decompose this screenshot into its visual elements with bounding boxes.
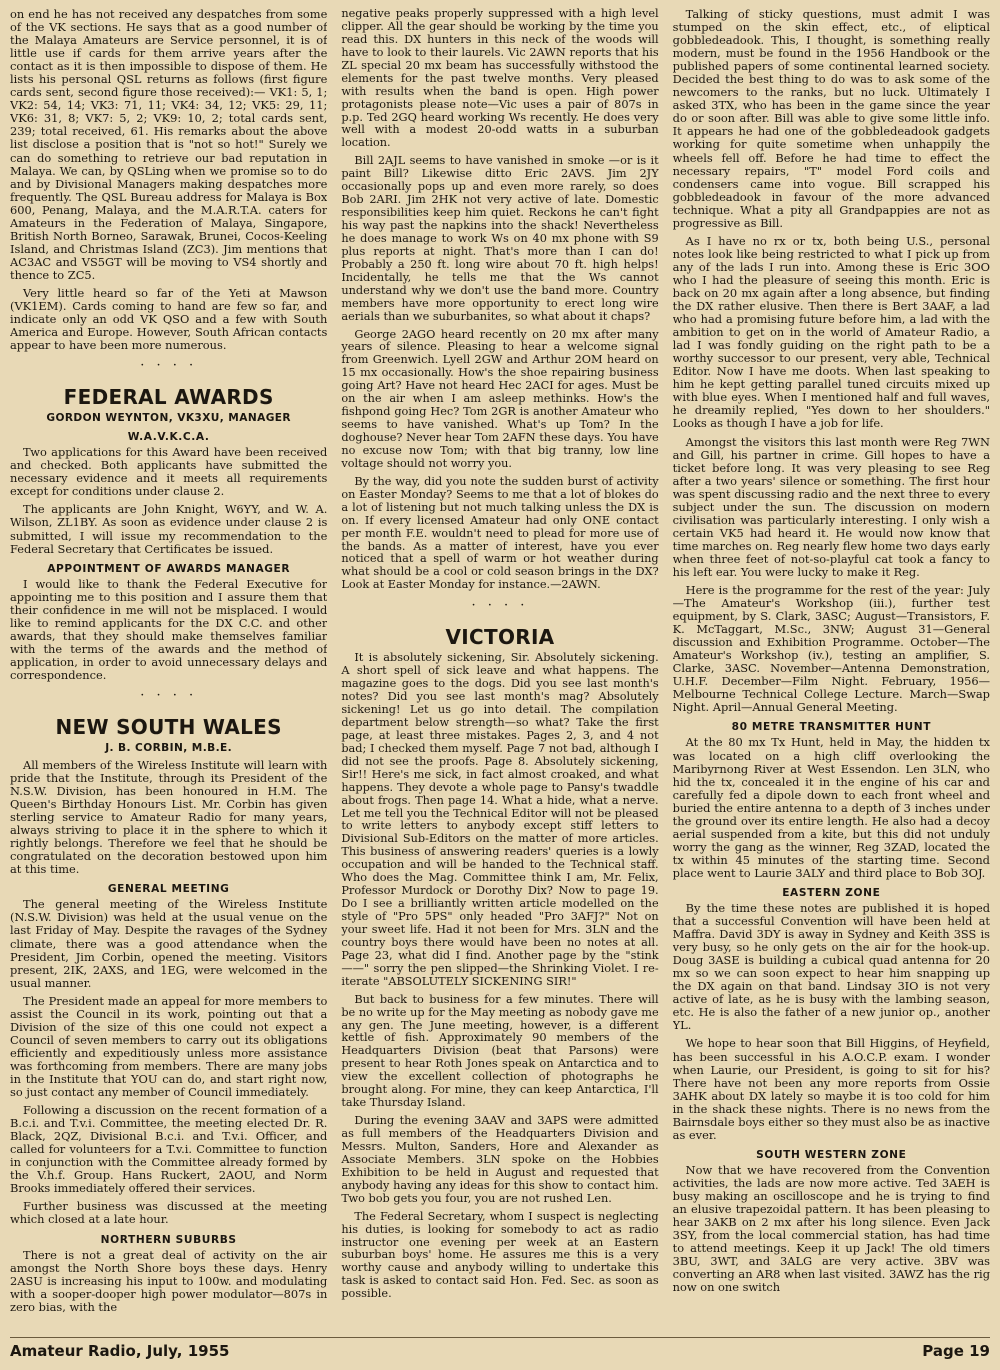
paragraph: During the evening 3AAV and 3APS were admitted as full members of the Headquarters Division and Messrs. Multon, Sanders, Hore and Alexander as Associate Members. 3LN spoke on the Hobbies Exhibition to be held in August and requested that anybody having any ideas for this show to contact him. Two bob gets you four, you are not rushed Len. (341, 1114, 659, 1205)
subsection-heading: SOUTH WESTERN ZONE (756, 1148, 907, 1161)
section-divider: · · · · (140, 687, 198, 703)
subsection-heading: APPOINTMENT OF AWARDS MANAGER (47, 562, 291, 575)
byline: GORDON WEYNTON, VK3XU, MANAGER (46, 412, 291, 425)
section-divider: · · · · (471, 598, 529, 614)
paragraph: on end he has not received any despatches from some of the VK sections. He says that as a good number of the Malaya Amateurs are Service personnel, it is of little use if cards for them arrive years after the contact as it is then impossible to dispose of them. He lists his personal QSL returns as follows (first figure cards sent, second figure those received):— VK1: 5, 1; VK2: 54, 14; VK3: 71, 11; VK4: 34, 12; VK5: 29, 11; VK6: 31, 8; VK7: 5, 2; VK9: 10, 2; total cards sent, 239; total received, 61. His remarks about the above list disclose a position that is "not so hot!" Surely we can do something to retrieve our bad reputation in Malaya. We can, by QSLing when we promise so to do and by Divisional Managers making despatches more frequently. The QSL Bureau address for Malaya is Box 600, Penang, Malaya, and the M.A.R.T.A. caters for Amateurs in the Federation of Malaya, Singapore, British North Borneo, Sarawak, Brunei, Cocos-Keeling Island, and Christmas Island (ZC3). Jim mentions that AC3AC and VS5GT will be moving to VS4 shortly and thence to ZC5. (10, 8, 328, 282)
subsection-heading: NORTHERN SUBURBS (100, 1233, 237, 1246)
section-heading: NEW SOUTH WALES (55, 714, 282, 739)
paragraph: Very little heard so far of the Yeti at Mawson (VK1EM). Cards coming to hand are few so far, and indicate only an odd VK QSO and a few with South America and Europe. However, South African contacts appear to have been more numerous. (10, 285, 328, 353)
paragraph: By the way, did you note the sudden burst of activity on Easter Monday? Seems to me that a lot of blokes do a lot of listening but not much talking unless the DX is on. If every licensed Amateur had only ONE contact per month F.E. wouldn't need to plead for more use of the bands. As a matter of interest, have you ever noticed that a spell of warm or hot weather during what should be a cool or cold season brings in the DX? Look at Easter Monday for instance.—2AWN. (341, 474, 659, 592)
byline: J. B. CORBIN, M.B.E. (105, 741, 233, 754)
footer-page-number: Page 19 (922, 1342, 990, 1360)
paragraph: Further business was discussed at the meeting which closed at a late hour. (10, 1199, 328, 1227)
paragraph: Here is the programme for the rest of the year: July—The Amateur's Workshop (iii.), further test equipment, by S. Clark, 3ASC; August—Transistors, F. K. McTaggart, M.Sc., 3NW; August 31—General discussion and Exhibition Programme. October—The Amateur's Workshop (iv.), testing an amplifier, S. Clarke, 3ASC. November—Antenna Demonstration, U.H.F. December—Film Night. February, 1956—Melbourne Technical College Lecture. March—Swap Night. April—Annual General Meeting. (672, 583, 990, 715)
paragraph: Following a discussion on the recent formation of a B.c.i. and T.v.i. Committee, the meeting elected Dr. R. Black, 2QZ, Divisional B.c.i. and T.v.i. Officer, and called for volunteers for a T.v.i. Committee to function in conjunction with the Committee already formed by the V.h.f. Group. Hans Ruckert, 2AOU, and Norm Brooks immediately offered their services. (10, 1103, 328, 1196)
subsection-heading: GENERAL MEETING (107, 883, 230, 896)
column-left (10, 8, 327, 1326)
page-footer (10, 1337, 990, 1360)
paragraph: The President made an appeal for more members to assist the Council in its work, pointing out that a Division of the size of this one could not expect a Council of seven members to carry out its obligations efficiently and expeditiously unless more assistance was forthcoming from members. There are many jobs in the Institute that YOU can do, and start right now, so just contact any member of Council immediately. (10, 993, 328, 1100)
paragraph: Now that we have recovered from the Convention activities, the lads are now more active. Ted 3AEH is busy making an oscilloscope and he is trying to find an elusive trapezoidal pattern. It has been pleasing to hear 3AKB on 2 mx after his long silence. Even Jack 3SY, from the local commercial station, has had time to attend meetings. Keep it up Jack! The old timers 3BU, 3WT, and 3ALG are very active. 3BV was converting an AR8 when last visited. 3AWZ has the rig now on one switch (672, 1162, 990, 1295)
paragraph: But back to business for a few minutes. There will be no write up for the May meeting as nobody gave me any gen. The June meeting, however, is a different kettle of fish. Approximately 90 members of the Headquarters Division (beat that Parsons) were present to hear Roth Jones speak on Antarctica and to view the excellent collection of photographs he brought along. For mine, they can keep Antarctica, I'll take Thursday Island. (341, 992, 659, 1110)
paragraph: There is not a great deal of activity on the air amongst the North Shore boys these days. Henry 2ASU is increasing his input to 100w. and modulating with a sooper-dooper high power modulator—807s in zero bias, with the (10, 1247, 328, 1314)
subsection-heading: W.A.V.K.C.A. (127, 431, 210, 444)
paragraph: negative peaks properly suppressed with a high level clipper. All the gear should be working by the time you read this. DX hunters in this neck of the woods will have to look to their laurels. Vic 2AWN reports that his ZL special 20 mx beam has successfully withstood the elements for the past twelve months. Very pleased with results when the band is open. High power protagonists please note—Vic uses a pair of 807s in p.p. Ted 2GQ heard working Ws recently. He does very well with a modest 20-odd watts in a suburban location. (341, 8, 659, 150)
paragraph: All members of the Wireless Institute will learn with pride that the Institute, through its President of the N.S.W. Division, has been honoured in H.M. The Queen's Birthday Honours List. Mr. Corbin has given sterling service to Amateur Radio for many years, always striving to place it in the sphere to which it rightly belongs. Therefore we feel that he should be congratulated on the decoration bestowed upon him at this time. (10, 757, 328, 877)
column-right (673, 8, 990, 1326)
text-columns (10, 8, 990, 1326)
paragraph: By the time these notes are published it is hoped that a successful Convention will have been held at Maffra. David 3DY is away in Sydney and Keith 3SS is very busy, so he only gets on the air for the hook-up. Doug 3ASE is building a cubical quad antenna for 20 mx so we can soon expect to hear him snapping up the DX again on that band. Lindsay 3IO is not very active of late, as he is busy with the lambing season, etc. He is also the father of a new junior op., another YL. (672, 901, 990, 1033)
footer-publication: Amateur Radio, July, 1955 (10, 1342, 230, 1360)
paragraph: Bill 2AJL seems to have vanished in smoke —or is it paint Bill? Likewise ditto Eric 2AVS. Jim 2JY occasionally pops up and even more rarely, so does Bob 2ARI. Jim 2HK not very active of late. Domestic responsibilities keep him quiet. Reckons he can't fight his way past the napkins into the shack! Nevertheless he does manage to work Ws on 40 mx phone with S9 plus reports at night. That's more than I can do! Probably a 250 ft. long wire about 70 ft. high helps! Incidentally, he tells me that the Ws cannot understand why we don't use the band more. Country members have more opportunity to erect long wire aerials than we suburbanites, so what about it chaps? (341, 154, 659, 323)
paragraph: The applicants are John Knight, W6YY, and W. A. Wilson, ZL1BY. As soon as evidence under clause 2 is submitted, I will issue my recommendation to the Federal Secretary that Certificates be issued. (10, 502, 328, 556)
paragraph: Talking of sticky questions, must admit I was stumped on the skin effect, etc., of eliptical gobbledeadook. This, I thought, is something really modern, must be found in the 1956 Handbook or the published papers of some continental learned society. Decided the best thing to do was to ask some of the newcomers to the ranks, but no luck. Ultimately I asked 3TX, who has been in the game since the year do or soon after. Bill was able to give some little info. It appears he had one of the gobbledeadook gadgets working for quite sometime when unhappily the wheels fell off. Before he had time to effect the necessary repairs, "T" model Ford coils and condensers came into vogue. Bill scrapped his gobbledeadook in favour of the more advanced technique. What a pity all Grandpappies are not as progressive as Bill. (672, 8, 990, 230)
subsection-heading: 80 METRE TRANSMITTER HUNT (731, 721, 932, 734)
paragraph: We hope to hear soon that Bill Higgins, of Heyfield, has been successful in his A.O.C.P. exam. I wonder when Laurie, our President, is going to sit for his? There have not been any more reports from Ossie 3AHK about DX lately so maybe it is too cold for him in the shack these nights. There is no news from the Bairnsdale boys either so they must also be as inactive as ever. (672, 1036, 990, 1142)
paragraph: George 2AGO heard recently on 20 mx after many years of silence. Pleasing to hear a welcome signal from Greenwich. Lyell 2GW and Arthur 2OM heard on 15 mx occasionally. How's the shoe repairing business going Art? Have not heard Hec 2ACI for ages. Must be on the air when I am asleep methinks. How's the fishpond going Hec? Tom 2GR is another Amateur who seems to have vanished. What's up Tom? In the doghouse? Never hear Tom 2AFN these days. You have no excuse now Tom; with that big tranny, low line voltage should not worry you. (341, 327, 659, 470)
paragraph: The general meeting of the Wireless Institute (N.S.W. Division) was held at the usual venue on the last Friday of May. Despite the ravages of the Sydney climate, there was a good attendance when the President, Jim Corbin, opened the meeting. Visitors present, 2IK, 2AXS, and 1EG, were welcomed in the usual manner. (10, 897, 328, 990)
section-heading: VICTORIA (445, 625, 555, 650)
subsection-heading: EASTERN ZONE (782, 887, 881, 899)
section-heading: FEDERAL AWARDS (63, 385, 274, 410)
paragraph: At the 80 mx Tx Hunt, held in May, the hidden tx was located on a high cliff overlooking the Maribyrnong River at West Essendon. Len 3LN, who hid the tx, concealed it in the engine of his car and carefully fed a dipole down to each front wheel and buried the entire antenna to a depth of 3 inches under the ground over its entire length. He also had a decoy aerial suspended from a kite, but this did not unduly worry the gang as the winner, Reg 3ZAD, located the tx within 45 minutes of the starting time. Second place went to Laurie 3ALY and third place to Bob 3OJ. (672, 735, 990, 880)
paragraph: I would like to thank the Federal Executive for appointing me to this position and I assure them that their confidence in me will not be misplaced. I would like to remind applicants for the DX C.C. and other awards, that they should make themselves familiar with the terms of the awards and the method of application, in order to avoid unnecessary delays and correspondence. (10, 576, 328, 682)
paragraph: Two applications for this Award have been received and checked. Both applicants have submitted the necessary evidence and it meets all requirements except for conditions under clause 2. (10, 445, 328, 499)
paragraph: It is absolutely sickening, Sir. Absolutely sickening. A short spell of sick leave and what happens. The magazine goes to the dogs. Did you see last month's notes? Did you see last month's mag? Absolutely sickening! Let us go into detail. The compilation department below strength—so what? Take the first page, at least three mistakes. Pages 2, 3, and 4 not bad; I checked them myself. Page 7 not bad, although I did not see the proofs. Page 8. Absolutely sickening, Sir!! Here's me sick, in fact almost croaked, and what happens. They devote a whole page to Pansy's twaddle about frogs. Then page 14. What a hide, what a nerve. Let me tell you the Technical Editor will not be pleased to write letters to anybody except stiff letters to Divisional Sub-Editors on the matter of more articles. This business of answering readers' queries is a lowly occupation and will be handed to the Technical staff. Who does the Mag. Committee think I am, Mr. Felix, Professor Murdock or Dorothy Dix? Now to page 19. Do I see a brilliantly written article modelled on the style of "Pro 5PS" only headed "Pro 3AFJ?" Not on your sweet life. Had it not been for Mrs. 3LN and the country boys there would have been no notes at all. Page 23, what did I find. Another page by the "stink——" sorry the pen slipped—the Shrinking Violet. I re-iterate "ABSOLUTELY SICKENING SIR!" (341, 651, 659, 988)
paragraph: The Federal Secretary, whom I suspect is neglecting his duties, is looking for somebody to act as radio instructor one evening per week at an Eastern suburban boys' home. He assures me this is a very worthy cause and anybody willing to undertake this task is asked to contact said Hon. Fed. Sec. as soon as possible. (341, 1209, 659, 1301)
section-divider: · · · · (140, 358, 198, 374)
column-middle (341, 8, 658, 1326)
paragraph: Amongst the visitors this last month were Reg 7WN and Gill, his partner in crime. Gill hopes to have a ticket before long. It was very pleasing to see Reg after a two years' silence or something. The first hour was spent discussing radio and the next three to every subject under the sun. The discussion on modern civilisation was particularly interesting. I only wish a certain VK5 had heard it. He would now know that time marches on. Reg nearly flew home two days early when three feet of not-so-playful cat took a fancy to his left ear. You were lucky to make it Reg. (672, 434, 990, 579)
paragraph: As I have no rx or tx, both being U.S., personal notes look like being restricted to what I pick up from any of the lads I run into. Among these is Eric 3OO who I had the pleasure of seeing this month. Eric is back on 20 mx again after a long absence, but finding the DX rather elusive. Then there is Bert 3AAF, a lad who had a promising future before him, a lad with the ambition to get on in the world of Amateur Radio, a lad I was fondly guiding on the right path to be a worthy successor to our present, very able, Technical Editor. Now I have me doots. When last speaking to him he kept getting parallel tuned circuits mixed up with blue eyes. When I mentioned half and full waves, he dreamily replied, "Yes down to her shoulders." Looks as though I have a job for life. (672, 233, 990, 431)
